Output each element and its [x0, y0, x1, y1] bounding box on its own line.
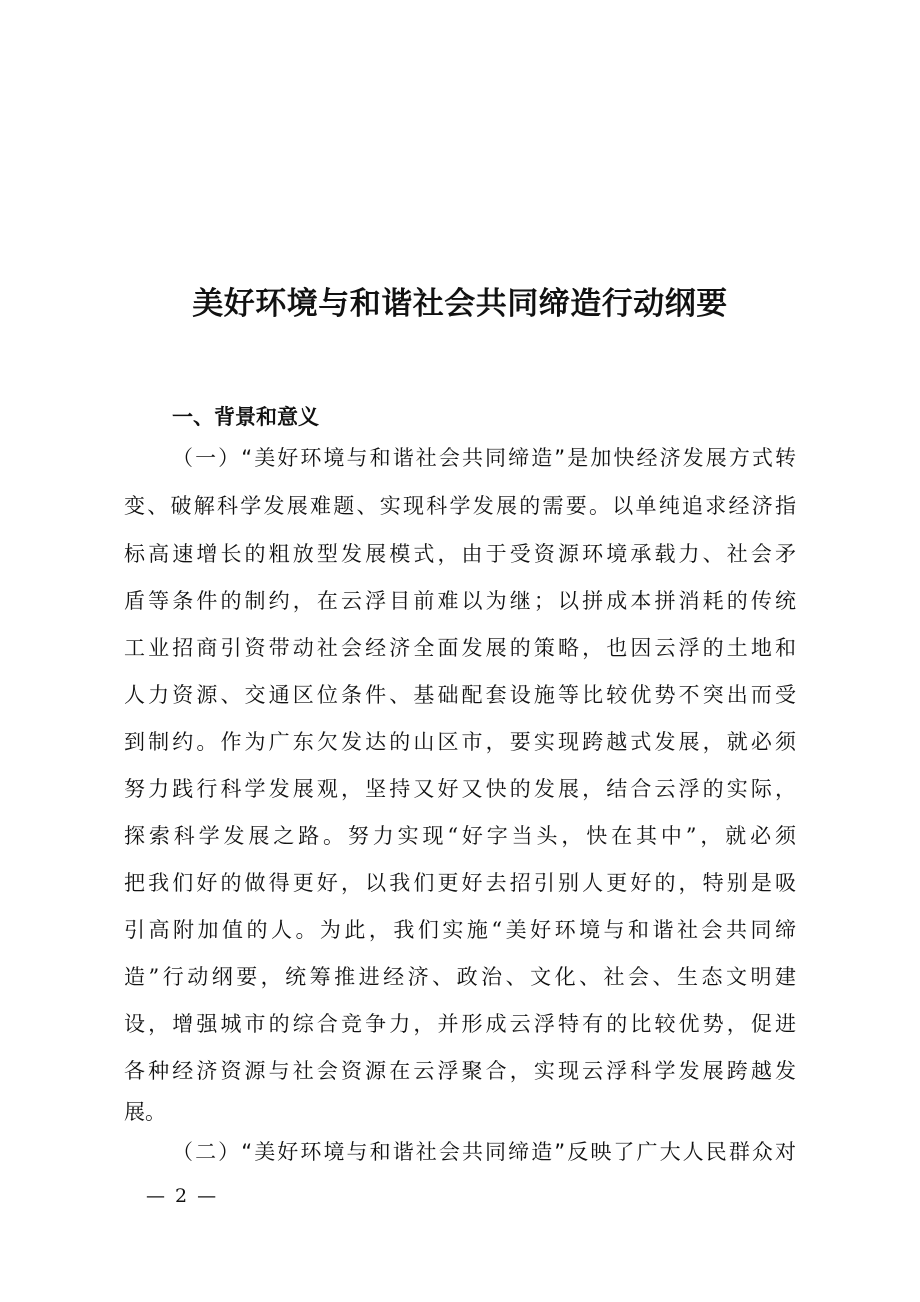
page-number: — 2 — [146, 1185, 219, 1207]
paragraph-line: 努力践行科学发展观，坚持又好又快的发展，结合云浮的实际， [124, 777, 796, 801]
paragraph-line: 盾等条件的制约，在云浮目前难以为继；以拼成本拼消耗的传统 [124, 589, 796, 613]
paragraph-line: 展。 [124, 1100, 166, 1124]
paragraph-line: 把我们好的做得更好，以我们更好去招引别人更好的，特别是吸 [124, 871, 796, 895]
paragraph-line: 变、破解科学发展难题、实现科学发展的需要。以单纯追求经济指 [124, 494, 796, 518]
section-heading: 一、背景和意义 [172, 405, 319, 429]
paragraph-line: 到制约。作为广东欠发达的山区市，要实现跨越式发展，就必须 [124, 730, 796, 754]
paragraph-line: 探索科学发展之路。努力实现“好字当头，快在其中”，就必须 [124, 824, 796, 848]
paragraph-line: 人力资源、交通区位条件、基础配套设施等比较优势不突出而受 [124, 683, 796, 707]
paragraph-line: 标高速增长的粗放型发展模式，由于受资源环境承载力、社会矛 [124, 542, 796, 566]
paragraph-line: （二）“美好环境与和谐社会共同缔造”反映了广大人民群众对 [172, 1140, 796, 1164]
document-title: 美好环境与和谐社会共同缔造行动纲要 [192, 286, 728, 322]
paragraph-line: 引高附加值的人。为此，我们实施“美好环境与和谐社会共同缔 [124, 918, 796, 942]
paragraph-line: 设，增强城市的综合竞争力，并形成云浮特有的比较优势，促进 [124, 1012, 796, 1036]
paragraph-line: 造”行动纲要，统筹推进经济、政治、文化、社会、生态文明建 [124, 965, 796, 989]
paragraph-line: （一）“美好环境与和谐社会共同缔造”是加快经济发展方式转 [172, 446, 796, 470]
paragraph-line: 各种经济资源与社会资源在云浮聚合，实现云浮科学发展跨越发 [124, 1059, 796, 1083]
paragraph-line: 工业招商引资带动社会经济全面发展的策略，也因云浮的土地和 [124, 636, 796, 660]
